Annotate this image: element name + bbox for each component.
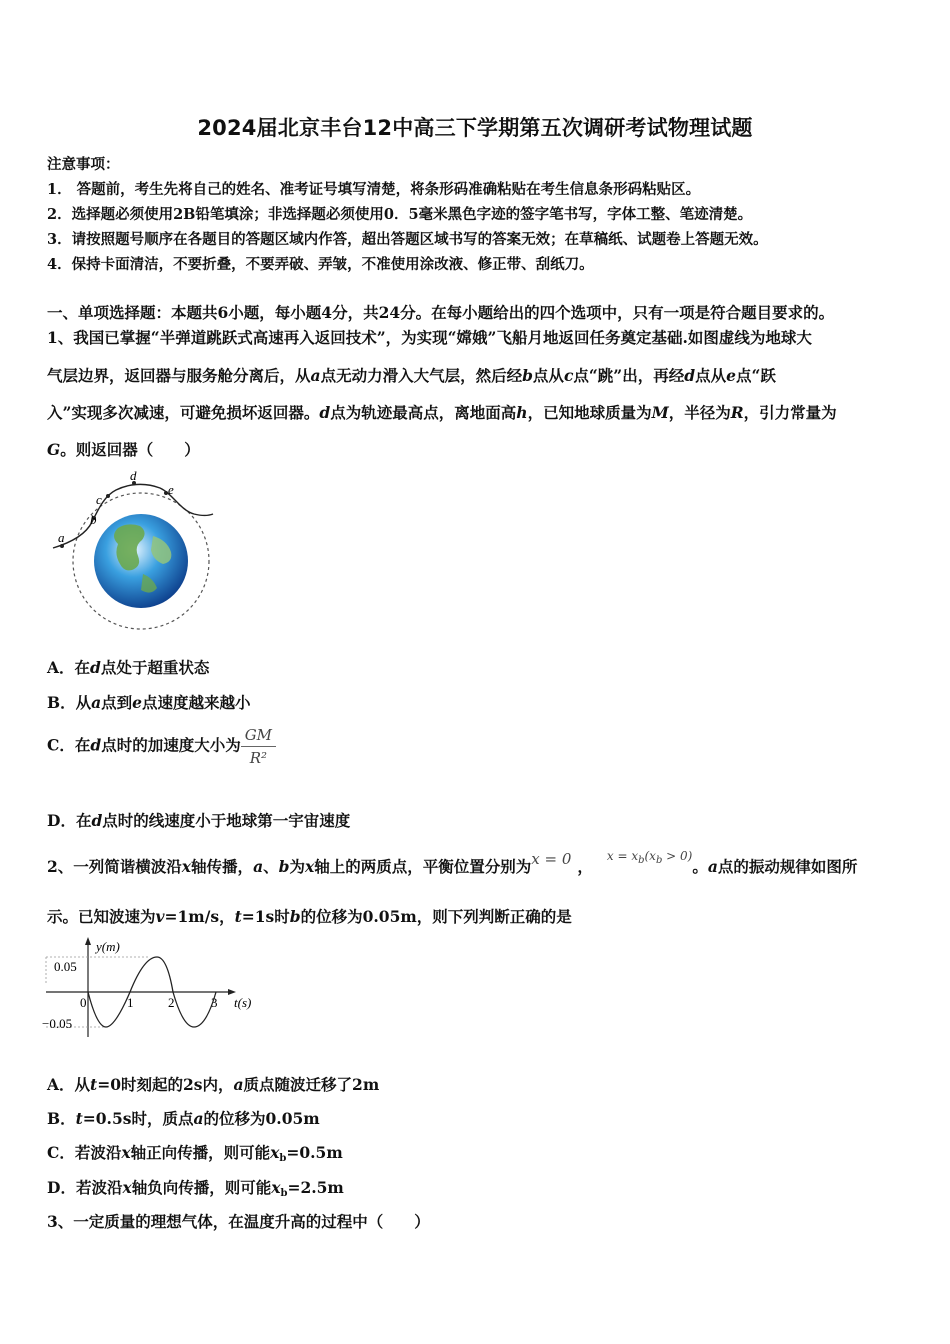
x-tick-3: 3 bbox=[211, 995, 218, 1010]
notice-heading: 注意事项： bbox=[47, 156, 120, 173]
q2-option-c: C．若波沿x轴正向传播，则可能$x_b=0.5m$ bbox=[47, 1143, 343, 1164]
q2-option-d: D．若波沿x轴负向传播，则可能$x_b=2.5m$ bbox=[47, 1178, 344, 1199]
vibration-graph bbox=[40, 935, 265, 1045]
origin-label: 0 bbox=[80, 995, 87, 1010]
q1-line-4: G。则返回器（ ） bbox=[47, 440, 200, 459]
q1-line-3: 入”实现多次减速，可避免损坏返回器。d点为轨迹最高点，离地面高h，已知地球质量为M，半径为R，引力常量为 bbox=[47, 403, 837, 422]
q2-option-b: B．t=0.5s时，质点a的位移为0.05m bbox=[47, 1109, 320, 1128]
q1-option-d: D．在d点时的线速度小于地球第一宇宙速度 bbox=[47, 811, 351, 830]
position-a-formula: x = 0 bbox=[531, 850, 572, 868]
earth-globe-icon bbox=[94, 514, 188, 608]
q1-option-b: B．从a点到e点速度越来越小 bbox=[47, 693, 251, 712]
label-e: e bbox=[168, 482, 174, 497]
label-c: c bbox=[96, 492, 102, 507]
q1-option-c: C．在d点时的加速度大小为 $\frac{GM}{\text{R²}}$ bbox=[47, 726, 276, 767]
position-b-formula: x = xb(xb > 0) bbox=[606, 849, 693, 866]
earth-trajectory-figure bbox=[48, 466, 218, 634]
q2-line-2: 示。已知波速为v=1m/s，t=1s时b的位移为0.05m，则下列判断正确的是 bbox=[47, 907, 572, 926]
label-b: b bbox=[90, 512, 97, 527]
notice-item-2: 2．选择题必须使用2B铅笔填涂；非选择题必须使用0．5毫米黑色字迹的签字笔书写，字体工整、笔迹清楚。 bbox=[47, 206, 753, 223]
point-c-marker bbox=[106, 494, 110, 498]
q1-line-1: 1、我国已掌握“半弹道跳跃式高速再入返回技术”，为实现“嫦娥”飞船月地返回任务奠定基础.如图虚线为地球大 bbox=[47, 328, 812, 347]
label-d: d bbox=[130, 468, 137, 483]
q1-option-a: A．在d点处于超重状态 bbox=[47, 658, 210, 677]
label-a: a bbox=[58, 530, 65, 545]
q1-line-2: 气层边界，返回器与服务舱分离后，从a点无动力滑入大气层，然后经b点从c点“跳”出，再经d点从e点“跃 bbox=[47, 366, 776, 385]
q2-option-a: A．从t=0时刻起的2s内，a质点随波迁移了2m bbox=[47, 1075, 380, 1094]
y-tick-pos: 0.05 bbox=[54, 959, 77, 974]
gm-over-r2-formula: $\frac{GM}{\text{R²}}$ bbox=[241, 726, 276, 767]
notice-item-4: 4．保持卡面清洁，不要折叠，不要弄破、弄皱，不准使用涂改液、修正带、刮纸刀。 bbox=[47, 256, 594, 273]
page-title: 2024届北京丰台12中高三下学期第五次调研考试物理试题 bbox=[197, 116, 753, 140]
x-axis-label: t(s) bbox=[234, 995, 252, 1010]
section-heading: 一、单项选择题：本题共6小题，每小题4分，共24分。在每小题给出的四个选项中，只有一项是符合题目要求的。 bbox=[47, 303, 835, 322]
notice-item-1: 1． 答题前，考生先将自己的姓名、准考证号填写清楚，将条形码准确粘贴在考生信息条形码粘贴区。 bbox=[47, 181, 701, 198]
notice-item-3: 3．请按照题号顺序在各题目的答题区域内作答，超出答题区域书写的答案无效；在草稿纸、试题卷上答题无效。 bbox=[47, 231, 768, 248]
x-tick-1: 1 bbox=[127, 995, 134, 1010]
y-tick-neg: −0.05 bbox=[42, 1016, 73, 1031]
y-axis-arrow bbox=[85, 937, 91, 945]
x-tick-2: 2 bbox=[168, 995, 175, 1010]
q2-line-1: 2、一列简谐横波沿x轴传播，a、b为x轴上的两质点，平衡位置分别为x = 0 ，$^{x = x_b(x_b > 0)}$。a点的振动规律如图所 bbox=[47, 849, 858, 876]
y-axis-label: y(m) bbox=[96, 939, 120, 954]
q3-line-1: 3、一定质量的理想气体，在温度升高的过程中（ ） bbox=[47, 1212, 430, 1231]
